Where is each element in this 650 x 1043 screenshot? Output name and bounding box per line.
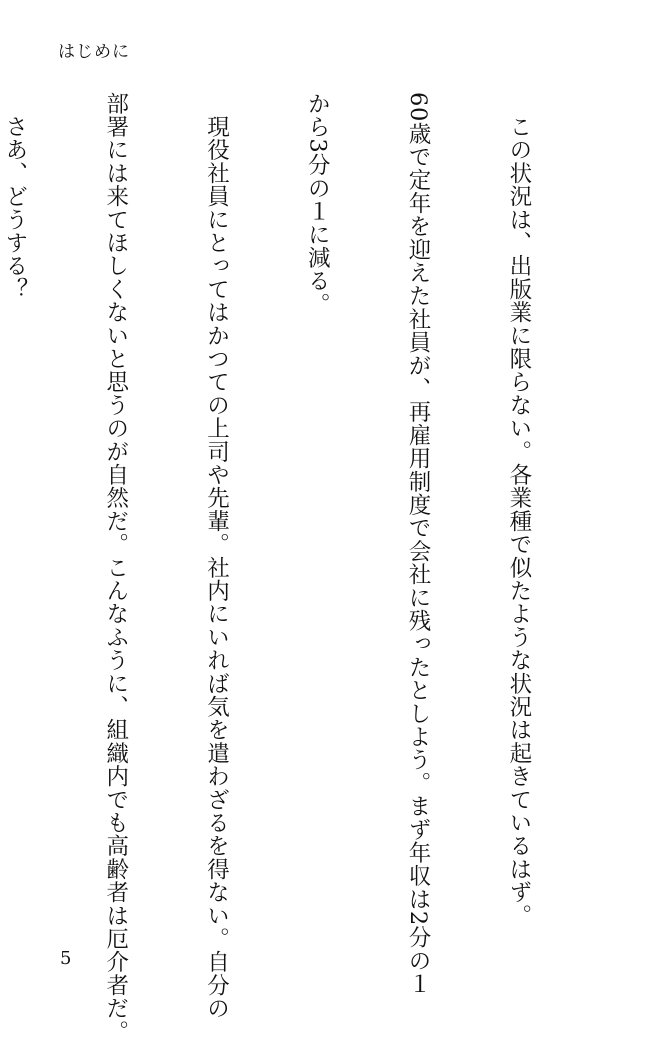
running-header: はじめに — [58, 42, 130, 62]
text-line: 現役社員にとってはかつての上司や先輩。社内にいれば気を遣わざるを得ない。自分の — [203, 92, 230, 1020]
text-line: さあ、どうする？ — [1, 92, 28, 301]
page-number: 5 — [60, 948, 72, 969]
text-line: 部署には来てほしくないと思うのが自然だ。こんなふうに、組織内でも高齢者は厄介者だ。 — [102, 92, 129, 1043]
text-line: この状況は、出版業に限らない。各業種で似たような状況は起きているはず。 — [505, 92, 532, 928]
text-line: から3分の１に減る。 — [304, 92, 331, 316]
text-line: 60歳で定年を迎えた社員が、再雇用制度で会社に残ったとしよう。まず年収は2分の１ — [405, 92, 432, 996]
body-text — [0, 92, 602, 1043]
